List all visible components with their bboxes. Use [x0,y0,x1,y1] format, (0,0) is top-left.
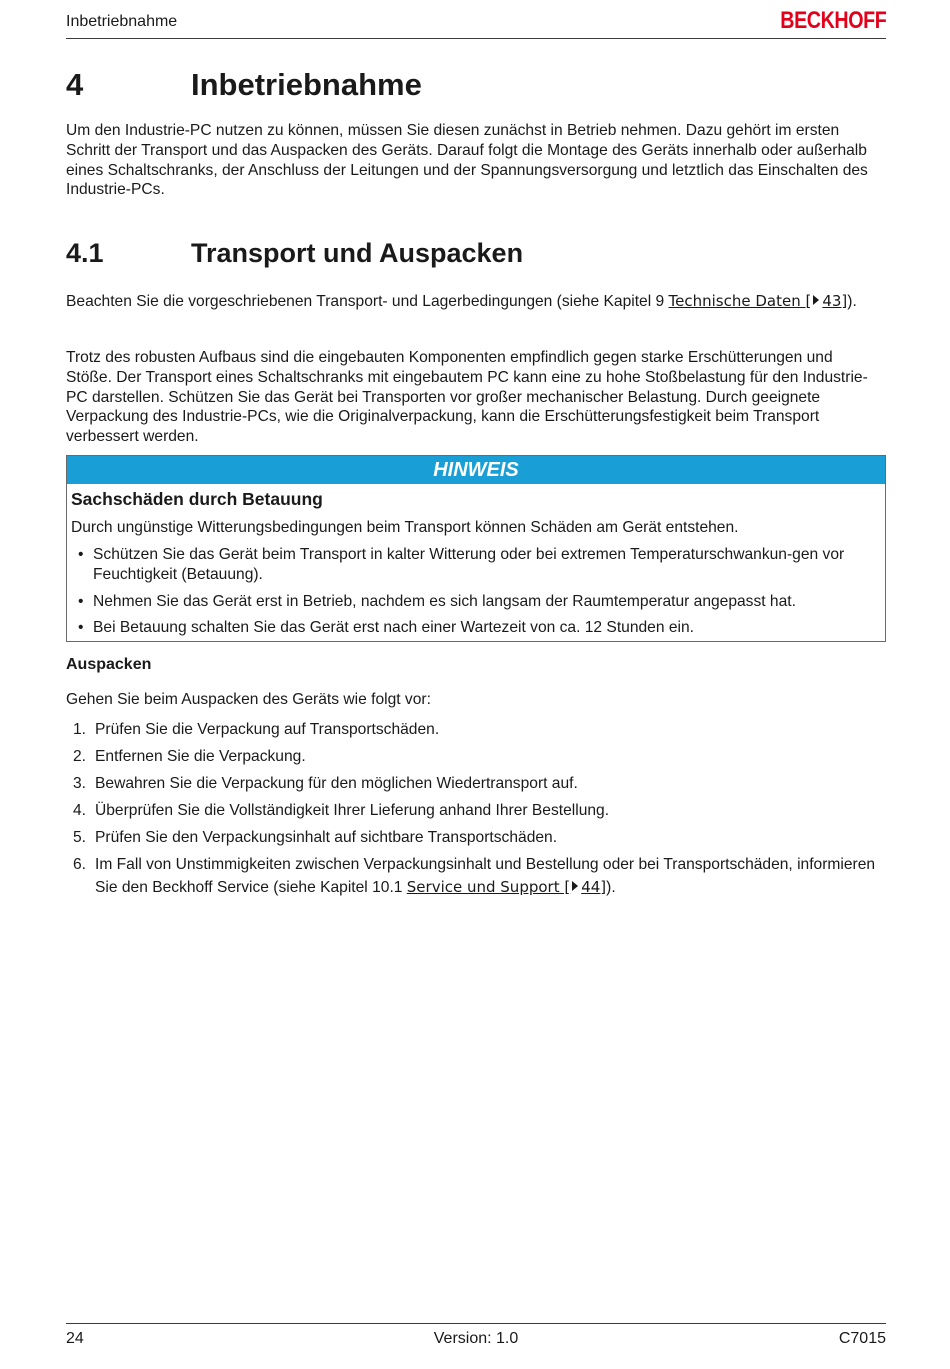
step-number: 3. [73,775,87,792]
step-number: 1. [73,721,87,738]
step-number: 2. [73,748,87,765]
header-title: Inbetriebnahme [66,13,178,30]
step-item [66,773,886,795]
service-support-link-page: 44] [581,878,607,896]
notice-bullet-text: Nehmen Sie das Gerät erst in Betrieb, nachdem es sich langsam der Raumtemperatur angepasst hat. [93,592,796,610]
step-number: 4. [73,802,87,819]
service-support-link[interactable] [407,878,606,896]
notice-bullet [71,592,871,612]
page-arrow-icon [572,881,578,891]
notice-bullets [71,545,871,645]
step-number: 6. [73,856,87,873]
transport-text-end: ). [847,293,857,310]
document-version: Version: 1.0 [433,1330,519,1347]
page-number: 24 [66,1330,84,1347]
page-footer [66,1323,886,1354]
technical-data-link-page: 43] [822,292,848,310]
bullet-icon: • [78,546,84,563]
section-title: Transport und Auspacken [191,238,524,268]
step-text: Im Fall von Unstimmigkeiten zwischen Verpackungsinhalt und Bestellung oder bei Transportschäden, informieren Sie den Beckhoff Service (siehe Kapitel 10.1 [95,856,876,896]
step-item [66,719,886,741]
service-support-link-label: Service und Support [ [406,878,571,896]
transport-paragraph [66,290,876,313]
unpacking-intro: Gehen Sie beim Auspacken des Geräts wie folgt vor: [66,691,431,708]
robustness-paragraph: Trotz des robusten Aufbaus sind die eingebauten Komponenten empfindlich gegen starke Erschütterungen und Stöße. Der Transport eines Schaltschranks mit eingebautem PC kann eine zu hohe Stoßbelastung für den Industrie-PC darstellen. Schützen Sie das Gerät bei Transporten vor großer mechanischer Belastung. Durch geeignete Verpackung des Industrie-PCs, wie die Originalverpackung, kann die Erschütterungsfestigkeit beim Transport verbessert werden. [66,349,868,446]
step-number: 5. [73,829,87,846]
step-item [66,827,886,849]
step-text: Entfernen Sie die Verpackung. [95,748,306,765]
chapter-title: Inbetriebnahme [191,67,422,102]
step-text-end: ). [606,879,616,896]
step-item [66,800,886,822]
technical-data-link[interactable] [669,292,848,310]
notice-box [66,455,886,642]
brand-logo: BECKHOFF [779,7,886,34]
notice-bullet [71,545,871,585]
step-item [66,746,886,768]
model-name: C7015 [838,1330,886,1347]
document-page [66,0,886,1369]
step-text: Prüfen Sie den Verpackungsinhalt auf sichtbare Transportschäden. [95,829,558,846]
notice-label: HINWEIS [67,456,885,484]
step-text: Prüfen Sie die Verpackung auf Transportschäden. [95,721,440,738]
unpacking-steps [66,719,886,904]
transport-text: Beachten Sie die vorgeschriebenen Transport- und Lagerbedingungen (siehe Kapitel 9 [66,293,669,310]
notice-bullet-text: Schützen Sie das Gerät beim Transport in kalter Witterung oder bei extremen Temperaturschwankun-gen vor Feuchtigkeit (Betauung). [93,546,845,583]
unpacking-heading: Auspacken [66,656,152,673]
chapter-number: 4 [66,67,84,102]
technical-data-link-label: Technische Daten [ [668,292,812,310]
bullet-icon: • [78,619,84,637]
page-header [66,7,886,39]
notice-title: Sachschäden durch Betauung [71,489,323,509]
section-number: 4.1 [66,238,104,268]
step-text: Überprüfen Sie die Vollständigkeit Ihrer Lieferung anhand Ihrer Bestellung. [95,802,610,819]
step-text: Bewahren Sie die Verpackung für den möglichen Wiedertransport auf. [95,775,578,792]
step-item [66,854,886,899]
notice-text: Durch ungünstige Witterungsbedingungen beim Transport können Schäden am Gerät entstehen. [71,519,739,536]
bullet-icon: • [78,592,84,610]
chapter-intro: Um den Industrie-PC nutzen zu können, müssen Sie diesen zunächst in Betrieb nehmen. Dazu gehört im ersten Schritt der Transport und das Auspacken des Geräts. Darauf folgt die Montage des Geräts innerhalb oder außerhalb eines Schaltschranks, der Anschluss der Leitungen und der Spannungsversorgung und letztlich das Einschalten des Industrie-PCs. [66,122,868,199]
notice-bullet-text: Bei Betauung schalten Sie das Gerät erst nach einer Wartezeit von ca. 12 Stunden ein. [93,619,695,637]
notice-bullet [71,618,871,638]
page-arrow-icon [813,295,819,305]
